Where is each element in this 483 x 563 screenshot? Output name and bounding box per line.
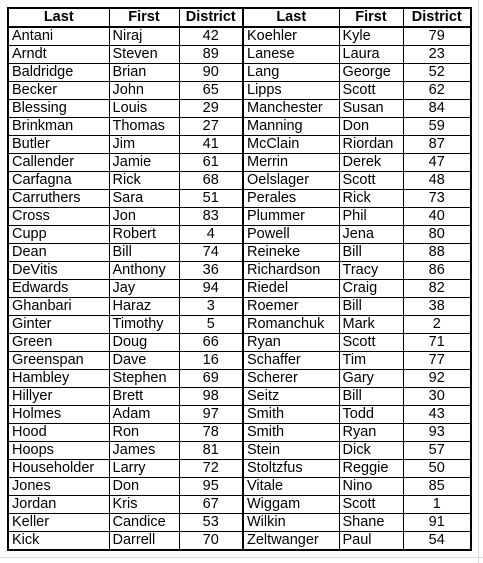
cell-last-1[interactable]: Green [8, 334, 109, 352]
cell-last-2[interactable]: Seitz [243, 388, 339, 406]
cell-last-2[interactable]: Merrin [243, 154, 339, 172]
cell-first-1[interactable]: Ron [109, 424, 179, 442]
cell-first-1[interactable]: John [109, 82, 179, 100]
cell-last-2[interactable]: McClain [243, 136, 339, 154]
cell-first-2[interactable]: Scott [339, 82, 403, 100]
table-row [8, 370, 471, 388]
cell-district-2[interactable]: 38 [403, 298, 471, 316]
cell-first-2[interactable]: Paul [339, 532, 403, 551]
table-row [8, 262, 471, 280]
cell-last-1[interactable]: Edwards [8, 280, 109, 298]
cell-district-1[interactable]: 5 [179, 316, 243, 334]
cell-district-2[interactable]: 40 [403, 208, 471, 226]
cell-district-1[interactable]: 16 [179, 352, 243, 370]
cell-district-2[interactable]: 93 [403, 424, 471, 442]
cell-first-1[interactable]: Louis [109, 100, 179, 118]
cell-last-1[interactable]: DeVitis [8, 262, 109, 280]
cell-first-1[interactable]: Kris [109, 496, 179, 514]
cell-district-1[interactable]: 98 [179, 388, 243, 406]
cell-district-1[interactable]: 29 [179, 100, 243, 118]
cell-first-2[interactable]: Nino [339, 478, 403, 496]
cell-first-2[interactable]: Riordan [339, 136, 403, 154]
table-row [8, 316, 471, 334]
cell-district-2[interactable]: 82 [403, 280, 471, 298]
cell-district-2[interactable]: 30 [403, 388, 471, 406]
cell-district-2[interactable]: 23 [403, 46, 471, 64]
table-row [8, 280, 471, 298]
table-row [8, 334, 471, 352]
cell-district-1[interactable]: 89 [179, 46, 243, 64]
cell-last-1[interactable]: Greenspan [8, 352, 109, 370]
cell-last-1[interactable]: Holmes [8, 406, 109, 424]
header-district-2[interactable]: District [403, 8, 471, 27]
cell-district-2[interactable]: 50 [403, 460, 471, 478]
cell-first-1[interactable]: Adam [109, 406, 179, 424]
cell-last-1[interactable]: Ghanbari [8, 298, 109, 316]
cell-district-1[interactable]: 36 [179, 262, 243, 280]
cell-first-2[interactable]: Bill [339, 388, 403, 406]
cell-district-2[interactable]: 47 [403, 154, 471, 172]
table-row [8, 118, 471, 136]
cell-district-1[interactable]: 41 [179, 136, 243, 154]
cell-first-1[interactable]: James [109, 442, 179, 460]
cell-first-2[interactable]: Scott [339, 334, 403, 352]
cell-first-1[interactable]: Sara [109, 190, 179, 208]
cell-last-1[interactable]: Cross [8, 208, 109, 226]
cell-last-2[interactable]: Zeltwanger [243, 532, 339, 551]
cell-last-2[interactable]: Manning [243, 118, 339, 136]
table-row [8, 460, 471, 478]
cell-first-2[interactable]: Laura [339, 46, 403, 64]
cell-last-1[interactable]: Antani [8, 27, 109, 46]
table-row [8, 478, 471, 496]
cell-first-1[interactable]: Dave [109, 352, 179, 370]
cell-district-2[interactable]: 77 [403, 352, 471, 370]
cell-district-2[interactable]: 62 [403, 82, 471, 100]
cell-district-2[interactable]: 54 [403, 532, 471, 551]
cell-first-2[interactable]: Tim [339, 352, 403, 370]
cell-last-2[interactable]: Ryan [243, 334, 339, 352]
header-first-2[interactable]: First [339, 8, 403, 27]
cell-district-1[interactable]: 68 [179, 172, 243, 190]
spreadsheet-gridline-right [478, 0, 479, 563]
cell-district-1[interactable]: 67 [179, 496, 243, 514]
cell-last-2[interactable]: Oelslager [243, 172, 339, 190]
cell-district-1[interactable]: 61 [179, 154, 243, 172]
cell-district-1[interactable]: 69 [179, 370, 243, 388]
cell-district-1[interactable]: 27 [179, 118, 243, 136]
cell-last-1[interactable]: Butler [8, 136, 109, 154]
header-last-1[interactable]: Last [8, 8, 109, 27]
cell-first-2[interactable]: Scott [339, 496, 403, 514]
cell-last-1[interactable]: Jordan [8, 496, 109, 514]
cell-last-2[interactable]: Lang [243, 64, 339, 82]
cell-district-2[interactable]: 48 [403, 172, 471, 190]
cell-first-1[interactable]: Niraj [109, 27, 179, 46]
cell-district-1[interactable]: 74 [179, 244, 243, 262]
cell-last-1[interactable]: Arndt [8, 46, 109, 64]
cell-district-2[interactable]: 87 [403, 136, 471, 154]
cell-district-1[interactable]: 78 [179, 424, 243, 442]
table-row [8, 82, 471, 100]
cell-district-1[interactable]: 65 [179, 82, 243, 100]
table-row [8, 100, 471, 118]
cell-first-2[interactable]: George [339, 64, 403, 82]
cell-last-2[interactable]: Perales [243, 190, 339, 208]
cell-district-2[interactable]: 59 [403, 118, 471, 136]
cell-first-2[interactable]: Mark [339, 316, 403, 334]
cell-first-2[interactable]: Jena [339, 226, 403, 244]
cell-first-2[interactable]: Reggie [339, 460, 403, 478]
cell-first-1[interactable]: Larry [109, 460, 179, 478]
cell-district-2[interactable]: 71 [403, 334, 471, 352]
cell-first-2[interactable]: Don [339, 118, 403, 136]
cell-last-2[interactable]: Scherer [243, 370, 339, 388]
cell-first-1[interactable]: Steven [109, 46, 179, 64]
cell-first-1[interactable]: Candice [109, 514, 179, 532]
table-row [8, 352, 471, 370]
cell-first-1[interactable]: Brian [109, 64, 179, 82]
cell-district-1[interactable]: 94 [179, 280, 243, 298]
cell-last-2[interactable]: Vitale [243, 478, 339, 496]
table-row [8, 532, 471, 551]
cell-last-2[interactable]: Roemer [243, 298, 339, 316]
cell-last-1[interactable]: Callender [8, 154, 109, 172]
cell-last-1[interactable]: Hood [8, 424, 109, 442]
cell-last-2[interactable]: Stoltzfus [243, 460, 339, 478]
table-row [8, 226, 471, 244]
cell-first-2[interactable]: Bill [339, 244, 403, 262]
cell-last-2[interactable]: Wiggam [243, 496, 339, 514]
cell-district-1[interactable]: 4 [179, 226, 243, 244]
cell-district-1[interactable]: 95 [179, 478, 243, 496]
cell-last-1[interactable]: Hambley [8, 370, 109, 388]
cell-last-1[interactable]: Householder [8, 460, 109, 478]
cell-district-1[interactable]: 66 [179, 334, 243, 352]
cell-first-2[interactable]: Dick [339, 442, 403, 460]
cell-first-1[interactable]: Anthony [109, 262, 179, 280]
cell-last-2[interactable]: Wilkin [243, 514, 339, 532]
cell-last-2[interactable]: Lanese [243, 46, 339, 64]
table-row [8, 442, 471, 460]
cell-first-2[interactable]: Todd [339, 406, 403, 424]
table-row [8, 208, 471, 226]
district-roster-table [7, 7, 472, 551]
cell-first-2[interactable]: Craig [339, 280, 403, 298]
cell-last-1[interactable]: Ginter [8, 316, 109, 334]
cell-first-1[interactable]: Jamie [109, 154, 179, 172]
table-row [8, 136, 471, 154]
cell-first-1[interactable]: Jon [109, 208, 179, 226]
cell-first-2[interactable]: Kyle [339, 27, 403, 46]
cell-district-2[interactable]: 79 [403, 27, 471, 46]
cell-last-2[interactable]: Richardson [243, 262, 339, 280]
spreadsheet-gridline-bottom [0, 557, 483, 558]
cell-district-2[interactable]: 91 [403, 514, 471, 532]
table-row [8, 298, 471, 316]
cell-last-2[interactable]: Koehler [243, 27, 339, 46]
cell-first-1[interactable]: Stephen [109, 370, 179, 388]
cell-district-1[interactable]: 70 [179, 532, 243, 551]
table-row [8, 27, 471, 46]
cell-district-2[interactable]: 1 [403, 496, 471, 514]
cell-first-2[interactable]: Tracy [339, 262, 403, 280]
cell-first-1[interactable]: Bill [109, 244, 179, 262]
table-row [8, 190, 471, 208]
cell-first-1[interactable]: Brett [109, 388, 179, 406]
cell-first-2[interactable]: Shane [339, 514, 403, 532]
cell-district-2[interactable]: 73 [403, 190, 471, 208]
header-district-1[interactable]: District [179, 8, 243, 27]
table-row [8, 496, 471, 514]
cell-district-1[interactable]: 81 [179, 442, 243, 460]
cell-district-1[interactable]: 42 [179, 27, 243, 46]
cell-first-2[interactable]: Bill [339, 298, 403, 316]
cell-district-2[interactable]: 2 [403, 316, 471, 334]
header-last-2[interactable]: Last [243, 8, 339, 27]
header-first-1[interactable]: First [109, 8, 179, 27]
cell-last-1[interactable]: Brinkman [8, 118, 109, 136]
cell-last-1[interactable]: Kick [8, 532, 109, 551]
cell-first-1[interactable]: Thomas [109, 118, 179, 136]
cell-last-1[interactable]: Hillyer [8, 388, 109, 406]
cell-district-1[interactable]: 83 [179, 208, 243, 226]
cell-district-1[interactable]: 97 [179, 406, 243, 424]
cell-last-1[interactable]: Baldridge [8, 64, 109, 82]
cell-last-2[interactable]: Powell [243, 226, 339, 244]
cell-first-1[interactable]: Darrell [109, 532, 179, 551]
cell-district-1[interactable]: 90 [179, 64, 243, 82]
cell-last-2[interactable]: Romanchuk [243, 316, 339, 334]
cell-last-2[interactable]: Smith [243, 406, 339, 424]
cell-last-2[interactable]: Reineke [243, 244, 339, 262]
cell-district-2[interactable]: 86 [403, 262, 471, 280]
cell-first-2[interactable]: Gary [339, 370, 403, 388]
cell-first-2[interactable]: Rick [339, 190, 403, 208]
cell-first-1[interactable]: Robert [109, 226, 179, 244]
cell-district-2[interactable]: 57 [403, 442, 471, 460]
cell-district-2[interactable]: 43 [403, 406, 471, 424]
cell-district-2[interactable]: 84 [403, 100, 471, 118]
cell-district-1[interactable]: 53 [179, 514, 243, 532]
cell-last-1[interactable]: Carfagna [8, 172, 109, 190]
cell-first-2[interactable]: Scott [339, 172, 403, 190]
cell-first-1[interactable]: Don [109, 478, 179, 496]
cell-last-1[interactable]: Hoops [8, 442, 109, 460]
cell-first-1[interactable]: Jim [109, 136, 179, 154]
cell-last-1[interactable]: Keller [8, 514, 109, 532]
cell-district-2[interactable]: 92 [403, 370, 471, 388]
cell-last-2[interactable]: Smith [243, 424, 339, 442]
cell-first-2[interactable]: Phil [339, 208, 403, 226]
table-row [8, 424, 471, 442]
cell-last-1[interactable]: Carruthers [8, 190, 109, 208]
cell-last-2[interactable]: Schaffer [243, 352, 339, 370]
cell-last-1[interactable]: Dean [8, 244, 109, 262]
cell-last-1[interactable]: Blessing [8, 100, 109, 118]
cell-first-2[interactable]: Susan [339, 100, 403, 118]
cell-first-1[interactable]: Timothy [109, 316, 179, 334]
cell-first-1[interactable]: Haraz [109, 298, 179, 316]
table-row [8, 244, 471, 262]
cell-district-2[interactable]: 52 [403, 64, 471, 82]
table-row [8, 154, 471, 172]
cell-last-1[interactable]: Becker [8, 82, 109, 100]
cell-district-2[interactable]: 85 [403, 478, 471, 496]
header-row [8, 8, 471, 27]
cell-last-2[interactable]: Stein [243, 442, 339, 460]
table-row [8, 64, 471, 82]
table-row [8, 514, 471, 532]
table-row [8, 172, 471, 190]
cell-first-1[interactable]: Doug [109, 334, 179, 352]
cell-last-2[interactable]: Riedel [243, 280, 339, 298]
cell-district-2[interactable]: 80 [403, 226, 471, 244]
table-row [8, 406, 471, 424]
cell-first-1[interactable]: Jay [109, 280, 179, 298]
cell-last-2[interactable]: Lipps [243, 82, 339, 100]
cell-district-1[interactable]: 3 [179, 298, 243, 316]
cell-last-2[interactable]: Manchester [243, 100, 339, 118]
cell-first-2[interactable]: Ryan [339, 424, 403, 442]
cell-first-1[interactable]: Rick [109, 172, 179, 190]
cell-first-2[interactable]: Derek [339, 154, 403, 172]
cell-last-2[interactable]: Plummer [243, 208, 339, 226]
table-row [8, 46, 471, 64]
cell-district-1[interactable]: 72 [179, 460, 243, 478]
cell-district-2[interactable]: 88 [403, 244, 471, 262]
cell-last-1[interactable]: Cupp [8, 226, 109, 244]
cell-last-1[interactable]: Jones [8, 478, 109, 496]
table-row [8, 388, 471, 406]
cell-district-1[interactable]: 51 [179, 190, 243, 208]
